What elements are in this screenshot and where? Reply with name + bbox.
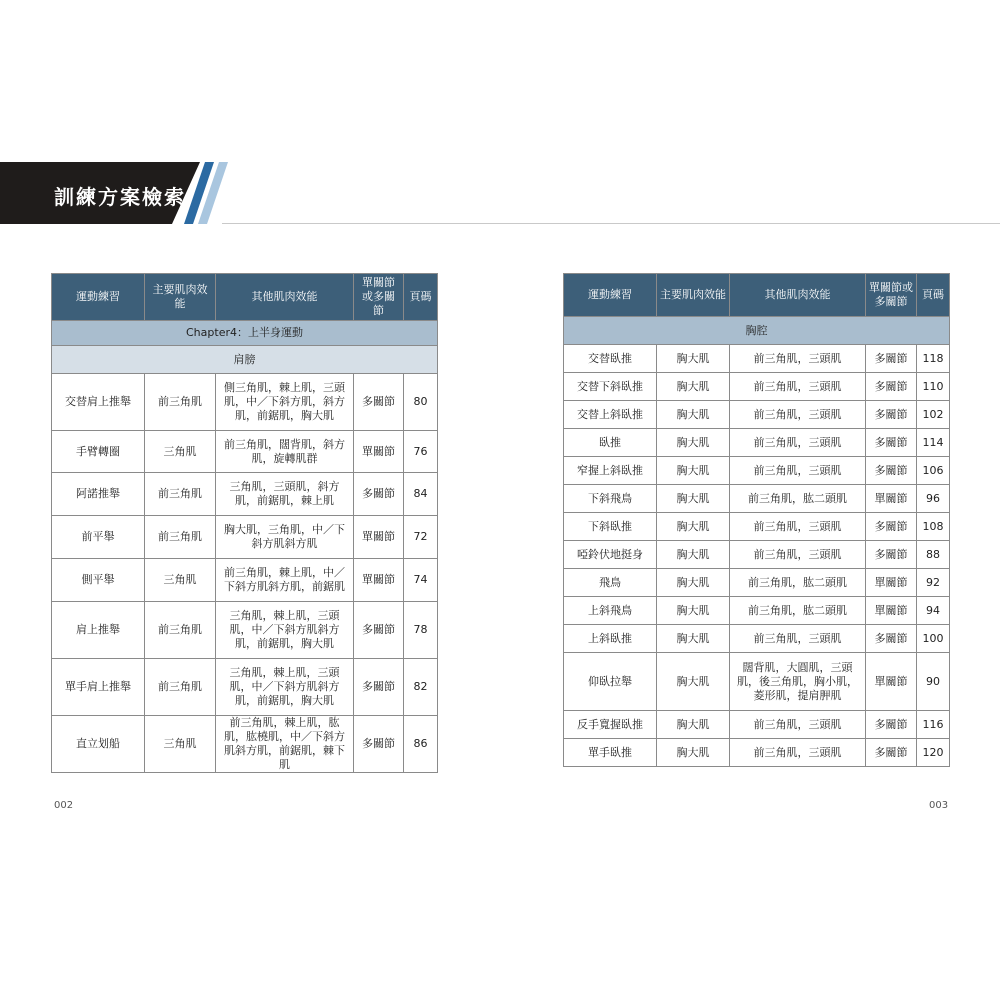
- cell-primary: 胸大肌: [657, 541, 730, 569]
- cell-other: 闊背肌，大圓肌，三頭肌，後三角肌，胸小肌，菱形肌，提肩胛肌: [730, 653, 866, 711]
- cell-primary: 胸大肌: [657, 429, 730, 457]
- cell-other: 前三角肌，三頭肌: [730, 541, 866, 569]
- header-primary-muscle: 主要肌肉效能: [145, 274, 216, 321]
- cell-exercise: 上斜飛鳥: [564, 597, 657, 625]
- cell-exercise: 單手臥推: [564, 739, 657, 767]
- header-other-muscles: 其他肌肉效能: [216, 274, 354, 321]
- cell-primary: 胸大肌: [657, 373, 730, 401]
- table-row: [564, 739, 950, 767]
- section-heading-shoulder: 肩膀: [52, 346, 438, 374]
- table-row: [564, 457, 950, 485]
- cell-page: 106: [917, 457, 950, 485]
- header-exercise: 運動練習: [52, 274, 145, 321]
- cell-exercise: 下斜臥推: [564, 513, 657, 541]
- cell-page: 80: [404, 374, 438, 431]
- cell-other: 前三角肌，三頭肌: [730, 401, 866, 429]
- cell-exercise: 直立划船: [52, 716, 145, 773]
- cell-primary: 三角肌: [145, 431, 216, 473]
- cell-page: 96: [917, 485, 950, 513]
- cell-joint: 多關節: [354, 716, 404, 773]
- cell-page: 100: [917, 625, 950, 653]
- cell-other: 前三角肌，肱二頭肌: [730, 569, 866, 597]
- table-row: [52, 374, 438, 431]
- header-joint-type: 單關節或多關節: [866, 274, 917, 317]
- cell-joint: 多關節: [866, 739, 917, 767]
- cell-page: 114: [917, 429, 950, 457]
- table-row: [564, 345, 950, 373]
- cell-joint: 單關節: [866, 597, 917, 625]
- cell-primary: 前三角肌: [145, 374, 216, 431]
- chapter-heading: Chapter4：上半身運動: [52, 321, 438, 346]
- cell-joint: 多關節: [866, 373, 917, 401]
- cell-exercise: 前平舉: [52, 516, 145, 559]
- cell-joint: 多關節: [354, 374, 404, 431]
- cell-joint: 多關節: [354, 473, 404, 516]
- cell-primary: 胸大肌: [657, 569, 730, 597]
- cell-other: 前三角肌，三頭肌: [730, 373, 866, 401]
- cell-primary: 胸大肌: [657, 597, 730, 625]
- cell-other: 三角肌，棘上肌，三頭肌，中／下斜方肌斜方肌，前鋸肌，胸大肌: [216, 602, 354, 659]
- cell-exercise: 交替上斜臥推: [564, 401, 657, 429]
- cell-exercise: 啞鈴伏地挺身: [564, 541, 657, 569]
- cell-page: 88: [917, 541, 950, 569]
- cell-other: 前三角肌，三頭肌: [730, 625, 866, 653]
- cell-page: 102: [917, 401, 950, 429]
- cell-exercise: 交替下斜臥推: [564, 373, 657, 401]
- cell-primary: 三角肌: [145, 559, 216, 602]
- cell-joint: 單關節: [354, 516, 404, 559]
- table-row: [564, 653, 950, 711]
- cell-joint: 多關節: [866, 513, 917, 541]
- table-row: [52, 659, 438, 716]
- table-row: [564, 513, 950, 541]
- cell-joint: 多關節: [354, 602, 404, 659]
- table-row: [564, 373, 950, 401]
- table-row: [564, 429, 950, 457]
- cell-page: 108: [917, 513, 950, 541]
- cell-primary: 胸大肌: [657, 457, 730, 485]
- table-row: [52, 559, 438, 602]
- table-row: [564, 569, 950, 597]
- table-row: [564, 485, 950, 513]
- cell-page: 76: [404, 431, 438, 473]
- cell-exercise: 肩上推舉: [52, 602, 145, 659]
- cell-joint: 單關節: [866, 653, 917, 711]
- header-other-muscles: 其他肌肉效能: [730, 274, 866, 317]
- cell-exercise: 反手寬握臥推: [564, 711, 657, 739]
- cell-exercise: 側平舉: [52, 559, 145, 602]
- cell-exercise: 窄握上斜臥推: [564, 457, 657, 485]
- header-page: 頁碼: [917, 274, 950, 317]
- cell-joint: 單關節: [866, 485, 917, 513]
- cell-other: 三角肌，三頭肌，斜方肌，前鋸肌，棘上肌: [216, 473, 354, 516]
- cell-joint: 多關節: [866, 625, 917, 653]
- cell-exercise: 仰臥拉舉: [564, 653, 657, 711]
- cell-page: 116: [917, 711, 950, 739]
- header-divider: [222, 223, 1000, 224]
- cell-primary: 胸大肌: [657, 401, 730, 429]
- cell-primary: 三角肌: [145, 716, 216, 773]
- cell-primary: 胸大肌: [657, 739, 730, 767]
- cell-primary: 胸大肌: [657, 653, 730, 711]
- cell-primary: 前三角肌: [145, 473, 216, 516]
- cell-other: 側三角肌，棘上肌，三頭肌，中／下斜方肌，斜方肌，前鋸肌，胸大肌: [216, 374, 354, 431]
- header-page: 頁碼: [404, 274, 438, 321]
- header-exercise: 運動練習: [564, 274, 657, 317]
- page-number-right: 003: [929, 800, 949, 811]
- cell-other: 前三角肌，三頭肌: [730, 513, 866, 541]
- header-joint-type: 單關節或多關節: [354, 274, 404, 321]
- cell-page: 86: [404, 716, 438, 773]
- cell-joint: 多關節: [866, 711, 917, 739]
- cell-exercise: 交替臥推: [564, 345, 657, 373]
- cell-exercise: 下斜飛鳥: [564, 485, 657, 513]
- cell-other: 前三角肌，闊背肌，斜方肌，旋轉肌群: [216, 431, 354, 473]
- cell-primary: 前三角肌: [145, 602, 216, 659]
- cell-exercise: 上斜臥推: [564, 625, 657, 653]
- cell-other: 三角肌，棘上肌，三頭肌，中／下斜方肌斜方肌，前鋸肌，胸大肌: [216, 659, 354, 716]
- table-row: [52, 602, 438, 659]
- cell-primary: 前三角肌: [145, 659, 216, 716]
- cell-joint: 多關節: [354, 659, 404, 716]
- cell-primary: 胸大肌: [657, 345, 730, 373]
- table-row: [52, 473, 438, 516]
- cell-page: 74: [404, 559, 438, 602]
- cell-exercise: 手臂轉圈: [52, 431, 145, 473]
- cell-joint: 多關節: [866, 429, 917, 457]
- cell-page: 90: [917, 653, 950, 711]
- table-row: [52, 431, 438, 473]
- cell-joint: 單關節: [354, 559, 404, 602]
- cell-joint: 多關節: [866, 345, 917, 373]
- cell-page: 82: [404, 659, 438, 716]
- cell-exercise: 飛鳥: [564, 569, 657, 597]
- section-heading-chest: 胸腔: [564, 317, 950, 345]
- cell-joint: 多關節: [866, 457, 917, 485]
- chest-exercise-table: [563, 273, 950, 767]
- cell-exercise: 單手肩上推舉: [52, 659, 145, 716]
- cell-primary: 胸大肌: [657, 625, 730, 653]
- cell-exercise: 交替肩上推舉: [52, 374, 145, 431]
- cell-other: 前三角肌，三頭肌: [730, 711, 866, 739]
- table-row: [564, 625, 950, 653]
- cell-primary: 胸大肌: [657, 485, 730, 513]
- table-row: [564, 401, 950, 429]
- cell-other: 前三角肌，三頭肌: [730, 457, 866, 485]
- cell-primary: 胸大肌: [657, 513, 730, 541]
- table-row: [52, 516, 438, 559]
- page-number-left: 002: [54, 800, 74, 811]
- cell-other: 前三角肌，三頭肌: [730, 345, 866, 373]
- table-row: [564, 597, 950, 625]
- cell-page: 118: [917, 345, 950, 373]
- cell-exercise: 阿諾推舉: [52, 473, 145, 516]
- table-row: [564, 711, 950, 739]
- cell-other: 前三角肌，三頭肌: [730, 429, 866, 457]
- cell-page: 78: [404, 602, 438, 659]
- cell-page: 92: [917, 569, 950, 597]
- cell-page: 84: [404, 473, 438, 516]
- cell-joint: 多關節: [866, 401, 917, 429]
- cell-page: 72: [404, 516, 438, 559]
- header-primary-muscle: 主要肌肉效能: [657, 274, 730, 317]
- table-row: [52, 716, 438, 773]
- cell-primary: 前三角肌: [145, 516, 216, 559]
- shoulder-exercise-table: [51, 273, 438, 773]
- cell-page: 94: [917, 597, 950, 625]
- cell-exercise: 臥推: [564, 429, 657, 457]
- cell-other: 前三角肌，棘上肌，肱肌，肱橈肌，中／下斜方肌斜方肌，前鋸肌，棘下肌: [216, 716, 354, 773]
- cell-joint: 多關節: [866, 541, 917, 569]
- cell-primary: 胸大肌: [657, 711, 730, 739]
- cell-joint: 單關節: [866, 569, 917, 597]
- cell-other: 前三角肌，棘上肌，中／下斜方肌斜方肌，前鋸肌: [216, 559, 354, 602]
- cell-page: 110: [917, 373, 950, 401]
- page-title: 訓練方案檢索: [54, 185, 186, 209]
- cell-joint: 單關節: [354, 431, 404, 473]
- cell-other: 胸大肌，三角肌，中／下斜方肌斜方肌: [216, 516, 354, 559]
- table-row: [564, 541, 950, 569]
- cell-other: 前三角肌，肱二頭肌: [730, 597, 866, 625]
- cell-other: 前三角肌，肱二頭肌: [730, 485, 866, 513]
- cell-other: 前三角肌，三頭肌: [730, 739, 866, 767]
- cell-page: 120: [917, 739, 950, 767]
